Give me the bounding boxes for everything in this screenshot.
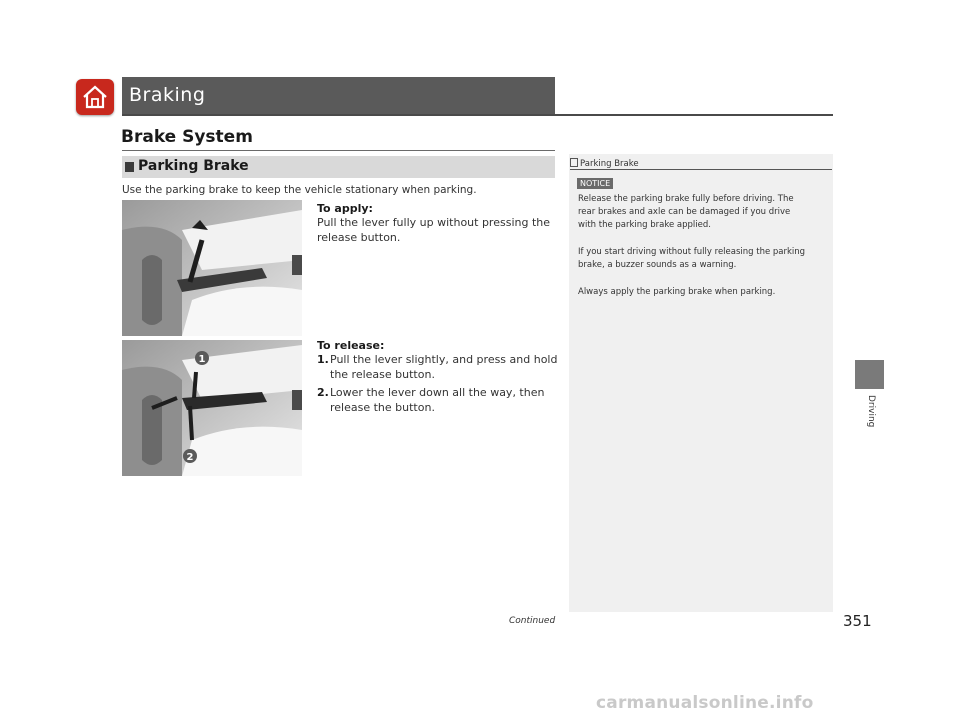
apply-text-line2: release button.: [317, 231, 401, 244]
parking-brake-apply-image: [122, 200, 302, 336]
notice-badge: NOTICE: [577, 178, 613, 189]
side-para2-line2: brake, a buzzer sounds as a warning.: [578, 260, 737, 270]
apply-text-line1: Pull the lever fully up without pressing the: [317, 216, 551, 229]
intro-text: Use the parking brake to keep the vehicle stationary when parking.: [122, 184, 477, 196]
chapter-tab-marker[interactable]: [855, 360, 884, 389]
side-note-divider: [570, 169, 832, 170]
continued-label: Continued: [509, 616, 556, 626]
watermark-text: carmanualsonline.info: [596, 693, 814, 713]
release-step2-number: 2.: [317, 386, 329, 399]
release-step1-line2: the release button.: [330, 368, 435, 381]
subsection-title: Parking Brake: [138, 158, 249, 174]
release-heading: To release:: [317, 339, 385, 352]
side-para3: Always apply the parking brake when parking.: [578, 287, 776, 297]
chapter-title: Braking: [129, 84, 206, 106]
notice-line2: rear brakes and axle can be damaged if you drive: [578, 207, 791, 217]
notice-line3: with the parking brake applied.: [578, 220, 711, 230]
subsection-bar: [122, 156, 555, 178]
section-divider: [122, 150, 555, 151]
side-para2-line1: If you start driving without fully releasing the parking: [578, 247, 806, 257]
bullet-square-icon: [125, 162, 134, 172]
apply-heading: To apply:: [317, 202, 373, 215]
notice-line1: Release the parking brake fully before driving. The: [578, 194, 794, 204]
title-divider: [122, 114, 833, 116]
figure-label-2: 2: [186, 452, 194, 463]
home-icon: [81, 83, 109, 111]
figure-label-1: 1: [198, 354, 206, 365]
home-button[interactable]: [76, 79, 114, 115]
side-note-heading: Parking Brake: [570, 158, 639, 169]
release-step2-line2: release the button.: [330, 401, 435, 414]
parking-brake-release-image: [122, 340, 302, 476]
release-step2-line1: Lower the lever down all the way, then: [330, 386, 545, 399]
chapter-tab-label[interactable]: Driving: [866, 395, 876, 428]
page-number: 351: [843, 612, 872, 630]
chapter-title-bar: [122, 77, 555, 114]
release-step1-line1: Pull the lever slightly, and press and hold: [330, 353, 558, 366]
reference-icon: [570, 158, 578, 167]
section-title: Brake System: [121, 127, 253, 147]
release-step1-number: 1.: [317, 353, 329, 366]
